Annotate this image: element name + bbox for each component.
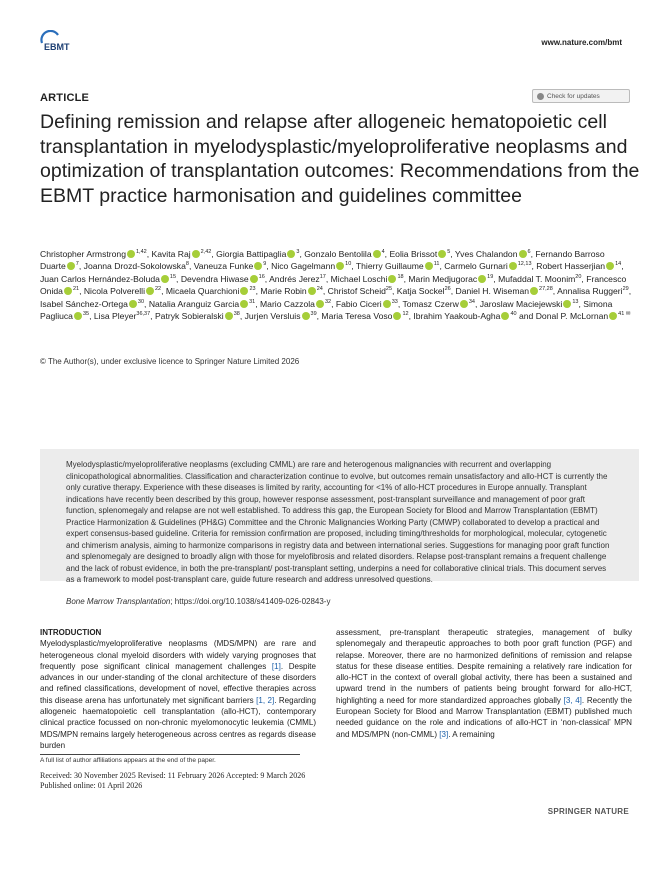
orcid-icon[interactable] <box>563 300 571 308</box>
citation-journal: Bone Marrow Transplantation <box>66 597 171 607</box>
orcid-icon[interactable] <box>127 250 135 258</box>
abstract-box <box>40 449 639 607</box>
author-affiliation: 29 <box>622 286 629 293</box>
orcid-icon[interactable] <box>67 262 75 270</box>
author-name[interactable]: Nicola Polverelli <box>83 286 145 297</box>
author-name[interactable]: Juan Carlos Hernández-Boluda <box>40 273 160 284</box>
author-affiliation: 25 <box>385 286 393 293</box>
author-affiliation: 36,37 <box>136 311 151 318</box>
author-affiliation: 27,28 <box>539 286 553 293</box>
author-name[interactable]: Vaneuza Funke <box>193 261 254 272</box>
author-affiliation: 1,42 <box>135 249 147 256</box>
orcid-icon[interactable] <box>254 262 262 270</box>
orcid-icon[interactable] <box>316 300 324 308</box>
publisher-logo: SPRINGER NATURE <box>547 807 629 816</box>
author-affiliation: 6 <box>527 249 531 256</box>
author-name[interactable]: Ibrahim Yaakoub-Agha <box>413 311 501 322</box>
published-date: Published online: 01 April 2026 <box>40 781 143 790</box>
author-name[interactable]: Joanna Drozd-Sokolowska <box>83 261 186 272</box>
section-heading-introduction: INTRODUCTION <box>40 628 102 637</box>
citation <box>66 596 613 607</box>
author-name[interactable]: Christof Scheid <box>327 286 386 297</box>
author-name[interactable]: Donal P. McLornan <box>535 311 609 322</box>
orcid-icon[interactable] <box>425 262 433 270</box>
reference-link[interactable]: [1, 2] <box>256 695 275 705</box>
orcid-icon[interactable] <box>393 312 401 320</box>
author-name[interactable]: Thierry Guillaume <box>355 261 424 272</box>
author-name[interactable]: Eolia Brissot <box>389 249 438 259</box>
author-affiliation: 7 <box>75 261 79 268</box>
orcid-icon[interactable] <box>530 287 538 295</box>
orcid-icon[interactable] <box>74 312 82 320</box>
author-affiliation: 17 <box>319 273 326 280</box>
article-type-label: ARTICLE <box>40 92 90 104</box>
author-affiliation: 30 <box>137 298 145 305</box>
author-name[interactable]: Tomasz Czerw <box>402 298 459 309</box>
author-name[interactable]: Nico Gagelmann <box>271 261 336 272</box>
author-affiliation: 2,42 <box>200 249 212 256</box>
intro-text: . Regarding allogeneic haematopoietic cell transplantation (allo-HCT), contemporary clinical practice focussed on non-chronic myelomonocytic leukemia (CMML) MDS/MPN remains largely heterogeneous across centres as regards disease burden <box>40 695 316 750</box>
author-name[interactable]: Yves Chalandon <box>454 249 518 259</box>
author-name[interactable]: Natalia Aranguiz Garcia <box>148 298 240 309</box>
orcid-icon[interactable] <box>250 275 258 283</box>
check-for-updates-label: Check for updates <box>547 92 600 100</box>
author-list: Christopher Armstrong $^{1,42}$, Kavita Raj $^{2,42}$, Giorgia Battipaglia $^3$, Gonzalo Bentolila $^4$, Eolia Brissot $^5$, Yves Chalandon $^6$, Fernando Barroso Duarte $^7$, Joanna Drozd-Sokolowska$^8$, Vaneuza Funke $^9$, Nico Gagelmann $^{10}$, Thierry Guillaume $^{11}$, Carmelo Gurnari $^{12,13}$, Robert Hasserjian $^{14}$, Juan Carlos Hernández-Boluda $^{15}$, Devendra Hiwase $^{16}$, Andrés Jerez$^{17}$, Michael Loschi $^{18}$, Marin Medjugorac $^{19}$, Mufaddal T. Moonim$^{20}$, Francesco Onida $^{21}$, Nicola Polverelli $^{22}$, Micaela Quarchioni $^{23}$, Marie Robin $^{24}$, Christof Scheid$^{25}$, Katja Sockel$^{26}$, Daniel H. Wiseman $^{27,28}$, Annalisa Ruggeri$^{29}$, Isabel Sánchez-Ortega $^{30}$, Natalia Aranguiz Garcia $^{31}$, Mario Cazzola $^{32}$, Fabio Ciceri $^{33}$, Tomasz Czerw $^{34}$, Jaroslaw Maciejewski $^{13}$, Simona Pagliuca $^{35}$, Lisa Pleyer$^{36,37}$, Patryk Sobieralski $^{38}$, Jurjen Versluis $^{39}$, Maria Teresa Voso $^{12}$, Ibrahim Yaakoub-Agha $^{40}$ and Donal P. McLornan $^{41 ✉}$ <box>40 249 632 322</box>
author-name[interactable]: Marin Medjugorac <box>408 273 478 284</box>
orcid-icon[interactable] <box>129 300 137 308</box>
updates-icon <box>537 93 544 100</box>
orcid-icon[interactable] <box>287 250 295 258</box>
reference-link[interactable]: [3, 4] <box>563 695 582 705</box>
author-affiliation: 13 <box>572 298 579 305</box>
author-affiliation: 4 <box>381 249 385 256</box>
author-affiliation: 11 <box>433 261 440 268</box>
intro-text: assessment, pre-transplant therapeutic strategies, management of bulky splenomegaly and therapeutic approaches to both poor graft function (PGF) and relapse. Moreover, there are no harmonized definitions of remission and relapse status for these disease entities. Despite remaining a relatively rare indication for allo-HCT in the context of overall global activity, there has been a sustained and upward trend in the numbers of patients being brought forward for allo-HCT, highlighting a need for more standardized approaches globally <box>336 628 632 705</box>
author-name[interactable]: Jurjen Versluis <box>244 311 301 322</box>
orcid-icon[interactable] <box>192 250 200 258</box>
orcid-icon[interactable] <box>609 312 617 320</box>
orcid-icon[interactable] <box>240 300 248 308</box>
author-name[interactable]: Mario Cazzola <box>260 298 315 309</box>
orcid-icon[interactable] <box>336 262 344 270</box>
author-affiliation: 14 <box>615 261 622 268</box>
author-affiliation: 22 <box>154 286 162 293</box>
author-name[interactable]: Isabel Sánchez-Ortega <box>40 298 128 309</box>
orcid-icon[interactable] <box>161 275 169 283</box>
author-affiliation: 35 <box>82 311 90 318</box>
author-name[interactable]: Daniel H. Wiseman <box>455 286 530 297</box>
reference-link[interactable]: [1] <box>271 661 281 671</box>
author-affiliation: 21 <box>72 286 80 293</box>
author-name[interactable]: Carmelo Gurnari <box>444 261 508 272</box>
author-affiliation: 10 <box>345 261 352 268</box>
author-affiliation: 12,13 <box>517 261 532 268</box>
copyright-line: © The Author(s), under exclusive licence to Springer Nature Limited 2026 <box>40 357 300 366</box>
author-name[interactable]: Francesco Onida <box>40 273 627 297</box>
author-name[interactable]: Andrés Jerez <box>269 273 320 284</box>
orcid-icon[interactable] <box>64 287 72 295</box>
author-affiliation: 32 <box>324 298 332 305</box>
orcid-icon[interactable] <box>308 287 316 295</box>
journal-url[interactable]: www.nature.com/bmt <box>541 38 622 47</box>
author-name[interactable]: Marie Robin <box>260 286 307 297</box>
author-name[interactable]: Maria Teresa Voso <box>321 311 393 322</box>
author-name[interactable]: Michael Loschi <box>330 273 388 284</box>
body-column-left <box>40 627 316 751</box>
author-name[interactable]: Jaroslaw Maciejewski <box>479 298 563 309</box>
author-name[interactable]: Lisa Pleyer <box>93 311 137 322</box>
reference-link[interactable]: [3] <box>439 729 449 739</box>
author-name[interactable]: Simona Pagliuca <box>40 298 613 322</box>
body-column-right <box>336 627 632 740</box>
author-affiliation: 8 <box>185 261 189 268</box>
author-affiliation: 24 <box>316 286 323 293</box>
author-affiliation: 31 <box>249 298 256 305</box>
orcid-icon[interactable] <box>501 312 509 320</box>
author-name[interactable]: Gonzalo Bentolila <box>304 249 372 259</box>
check-for-updates-button[interactable] <box>532 89 630 103</box>
author-affiliation: 38 <box>233 311 240 318</box>
orcid-icon[interactable] <box>460 300 468 308</box>
author-name[interactable]: Micaela Quarchioni <box>165 286 240 297</box>
abstract-text: Myelodysplastic/myeloproliferative neoplasms (excluding CMML) are rare and heterogenous malignancies with recurrent and overlapping clinicopathological abnormalities. Classification and characterization continue to evolve, but outcomes remain unsatisfactory and allo-HCT is currently the only curative therapy. Experience with these diseases is limited by rarity, accounting for <1% of allo-HCT procedures in Europe annually. Transplant indications have recently been described by this group, however response assessment, post-transplant surveillance and management of poor graft function, splenomegaly and relapse are not well established. To address this gap, the European Society for Blood and Marrow Transplantation (EBMT) Practice Harmonization & Guidelines (PH&G) Committee and the Chronic Malignancies Working Party (CMWP) collaborated to develop a practical and expert consensus-based guideline. Criteria for remission confirmation are proposed, including timing/thresholds for morphological, molecular, cytogenetic and chimerism analysis, aiming to harmonize comparisons in registry data and between international series. Suggestions for managing poor graft function and splenomegaly are designed to broadly align with those for myelofibrosis and related disorders. Relapse post-transplant remains a frequent challenge and the lack of robust evidence, in both the pre-transplant/ post-transplant setting, underpins a need for collaborative clinical trials. This document serves as a framework to model post-transplant care, guide future research and address unresolved questions. <box>66 460 610 585</box>
author-affiliation: 19 <box>487 273 494 280</box>
author-affiliation: 34 <box>468 298 475 305</box>
orcid-icon[interactable] <box>373 250 381 258</box>
author-affiliation: 41 ✉ <box>618 311 631 318</box>
author-affiliation: 26 <box>444 286 451 293</box>
intro-text: . A remaining <box>448 729 495 739</box>
orcid-icon[interactable] <box>519 250 527 258</box>
author-affiliation: 5 <box>447 249 451 256</box>
logo-text: EBMT <box>44 42 70 52</box>
orcid-icon[interactable] <box>509 262 517 270</box>
author-name[interactable]: Christopher Armstrong <box>40 249 126 259</box>
affiliations-footnote: A full list of author affiliations appears at the end of the paper. <box>40 757 216 764</box>
author-name[interactable]: Patryk Sobieralski <box>154 311 224 322</box>
received-dates: Received: 30 November 2025 Revised: 11 February 2026 Accepted: 9 March 2026 <box>40 771 306 780</box>
author-name[interactable]: Katja Sockel <box>396 286 445 297</box>
orcid-icon[interactable] <box>225 312 233 320</box>
intro-text: Myelodysplastic/myeloproliferative neoplasms (MDS/MPN) are rare and heterogeneous clonal myeloid disorders with widely varying prognoses that frequently pose significant clinical management challenges <box>40 639 316 671</box>
author-affiliation: 3 <box>296 249 300 256</box>
author-name[interactable]: Mufaddal T. Moonim <box>498 273 576 284</box>
author-name[interactable]: Devendra Hiwase <box>180 273 249 284</box>
author-affiliation: 18 <box>397 273 404 280</box>
orcid-icon[interactable] <box>146 287 154 295</box>
author-name[interactable]: Robert Hasserjian <box>536 261 606 272</box>
author-name[interactable]: Annalisa Ruggeri <box>557 286 623 297</box>
author-name[interactable]: Kavita Raj <box>151 249 191 259</box>
author-name[interactable]: Giorgia Battipaglia <box>216 249 287 259</box>
orcid-icon[interactable] <box>478 275 486 283</box>
author-affiliation: 15 <box>169 273 177 280</box>
intro-text: . Recently the European Society for Blood and Marrow Transplantation (EBMT) published much needed guidance on the role and indications of allo-HCT in ‘non-classical’ MPN and MDS/MPN (non-CMML) <box>336 695 632 739</box>
author-affiliation: 39 <box>310 311 317 318</box>
author-affiliation: 40 <box>510 311 517 318</box>
orcid-icon[interactable] <box>438 250 446 258</box>
citation-doi[interactable]: ; https://doi.org/10.1038/s41409-026-02843-y <box>170 597 331 607</box>
orcid-icon[interactable] <box>606 262 614 270</box>
author-affiliation: 33 <box>391 298 398 305</box>
author-affiliation: 16 <box>258 273 265 280</box>
author-affiliation: 12 <box>402 311 409 318</box>
author-name[interactable]: Fernando Barroso Duarte <box>40 249 605 272</box>
ebmt-logo <box>38 30 82 52</box>
article-title: Defining remission and relapse after allogeneic hematopoietic cell transplantation in myelodysplastic/myeloproliferative neoplasms and optimization of transplantation outcomes: Recommendations from the EBMT practice harmonisation and guidelines committee <box>40 111 640 207</box>
author-name[interactable]: Fabio Ciceri <box>335 298 382 309</box>
orcid-icon[interactable] <box>383 300 391 308</box>
author-affiliation: 9 <box>263 261 267 268</box>
footnote-divider <box>40 754 300 755</box>
intro-text: . Despite advances in our under-standing of the clonal architecture of these disorders and refined classifications, development of novel, effective therapies across this disease arena has unfortunately met significant barriers <box>40 661 317 705</box>
author-affiliation: 20 <box>575 273 582 280</box>
orcid-icon[interactable] <box>302 312 310 320</box>
author-affiliation: 23 <box>249 286 256 293</box>
orcid-icon[interactable] <box>388 275 396 283</box>
author-and: and <box>518 311 534 322</box>
orcid-icon[interactable] <box>240 287 248 295</box>
